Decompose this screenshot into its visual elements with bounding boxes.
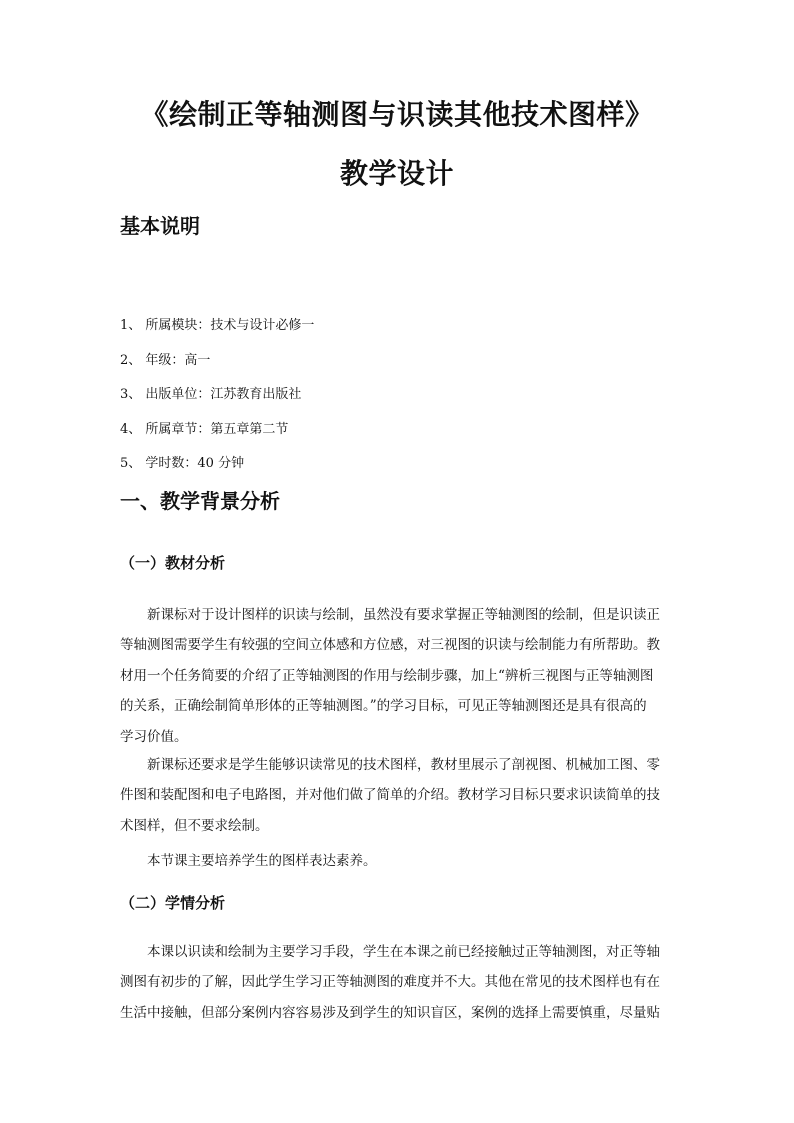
student-analysis-heading: （二）学情分析 <box>120 894 226 912</box>
info-item-duration: 5、 学时数：40 分钟 <box>120 456 245 471</box>
paragraph-line: 术图样，但不要求绘制。 <box>120 817 269 834</box>
textbook-paragraph-1 <box>120 600 672 752</box>
paragraph-line: 件图和装配图和电子电路图，并对他们做了简单的介绍。教材学习目标只要求识读简单的技 <box>120 787 660 804</box>
basic-info-heading: 基本说明 <box>120 214 200 238</box>
paragraph-line: 新课标对于设计图样的识读与绘制，虽然没有要求掌握正等轴测图的绘制，但是识读正 <box>147 607 660 623</box>
paragraph-line: 本节课主要培养学生的图样表达素养。 <box>147 853 377 869</box>
info-item-grade: 2、 年级：高一 <box>120 352 211 368</box>
textbook-paragraph-3 <box>120 846 672 876</box>
paragraph-line: 材用一个任务简要的介绍了正等轴测图的作用与绘制步骤，加上“辨析三视图与正等轴测图 <box>120 667 654 684</box>
paragraph-line: 测图有初步的了解，因此学生学习正等轴测图的难度并不大。其他在常见的技术图样也有在 <box>120 974 660 991</box>
basic-info-list <box>120 316 314 489</box>
paragraph-line: 本课以识读和绘制为主要学习手段，学生在本课之前已经接触过正等轴测图，对正等轴 <box>147 944 660 960</box>
paragraph-line: 新课标还要求是学生能够识读常见的技术图样，教材里展示了剖视图、机械加工图、零 <box>147 757 660 773</box>
document-title: 《绘制正等轴测图与识读其他技术图样》 <box>140 98 654 131</box>
info-item-publisher: 3、 出版单位：江苏教育出版社 <box>120 387 302 402</box>
info-item-chapter: 4、 所属章节：第五章第二节 <box>120 421 289 437</box>
paragraph-line: 的关系，正确绘制简单形体的正等轴测图。”的学习目标，可见正等轴测图还是具有很高的 <box>120 698 647 715</box>
paragraph-line: 学习价值。 <box>120 728 188 745</box>
paragraph-line: 生活中接触，但部分案例内容容易涉及到学生的知识盲区，案例的选择上需要慎重，尽量贴 <box>120 1004 660 1021</box>
paragraph-line: 等轴测图需要学生有较强的空间立体感和方位感，对三视图的识读与绘制能力有所帮助。教 <box>120 637 660 654</box>
textbook-analysis-heading: （一）教材分析 <box>120 554 226 572</box>
info-item-module: 1、 所属模块：技术与设计必修一 <box>120 318 315 333</box>
background-analysis-heading: 一、教学背景分析 <box>120 489 280 513</box>
document-subtitle: 教学设计 <box>339 157 454 190</box>
student-paragraph <box>120 937 672 1028</box>
textbook-paragraph-2 <box>120 750 672 841</box>
